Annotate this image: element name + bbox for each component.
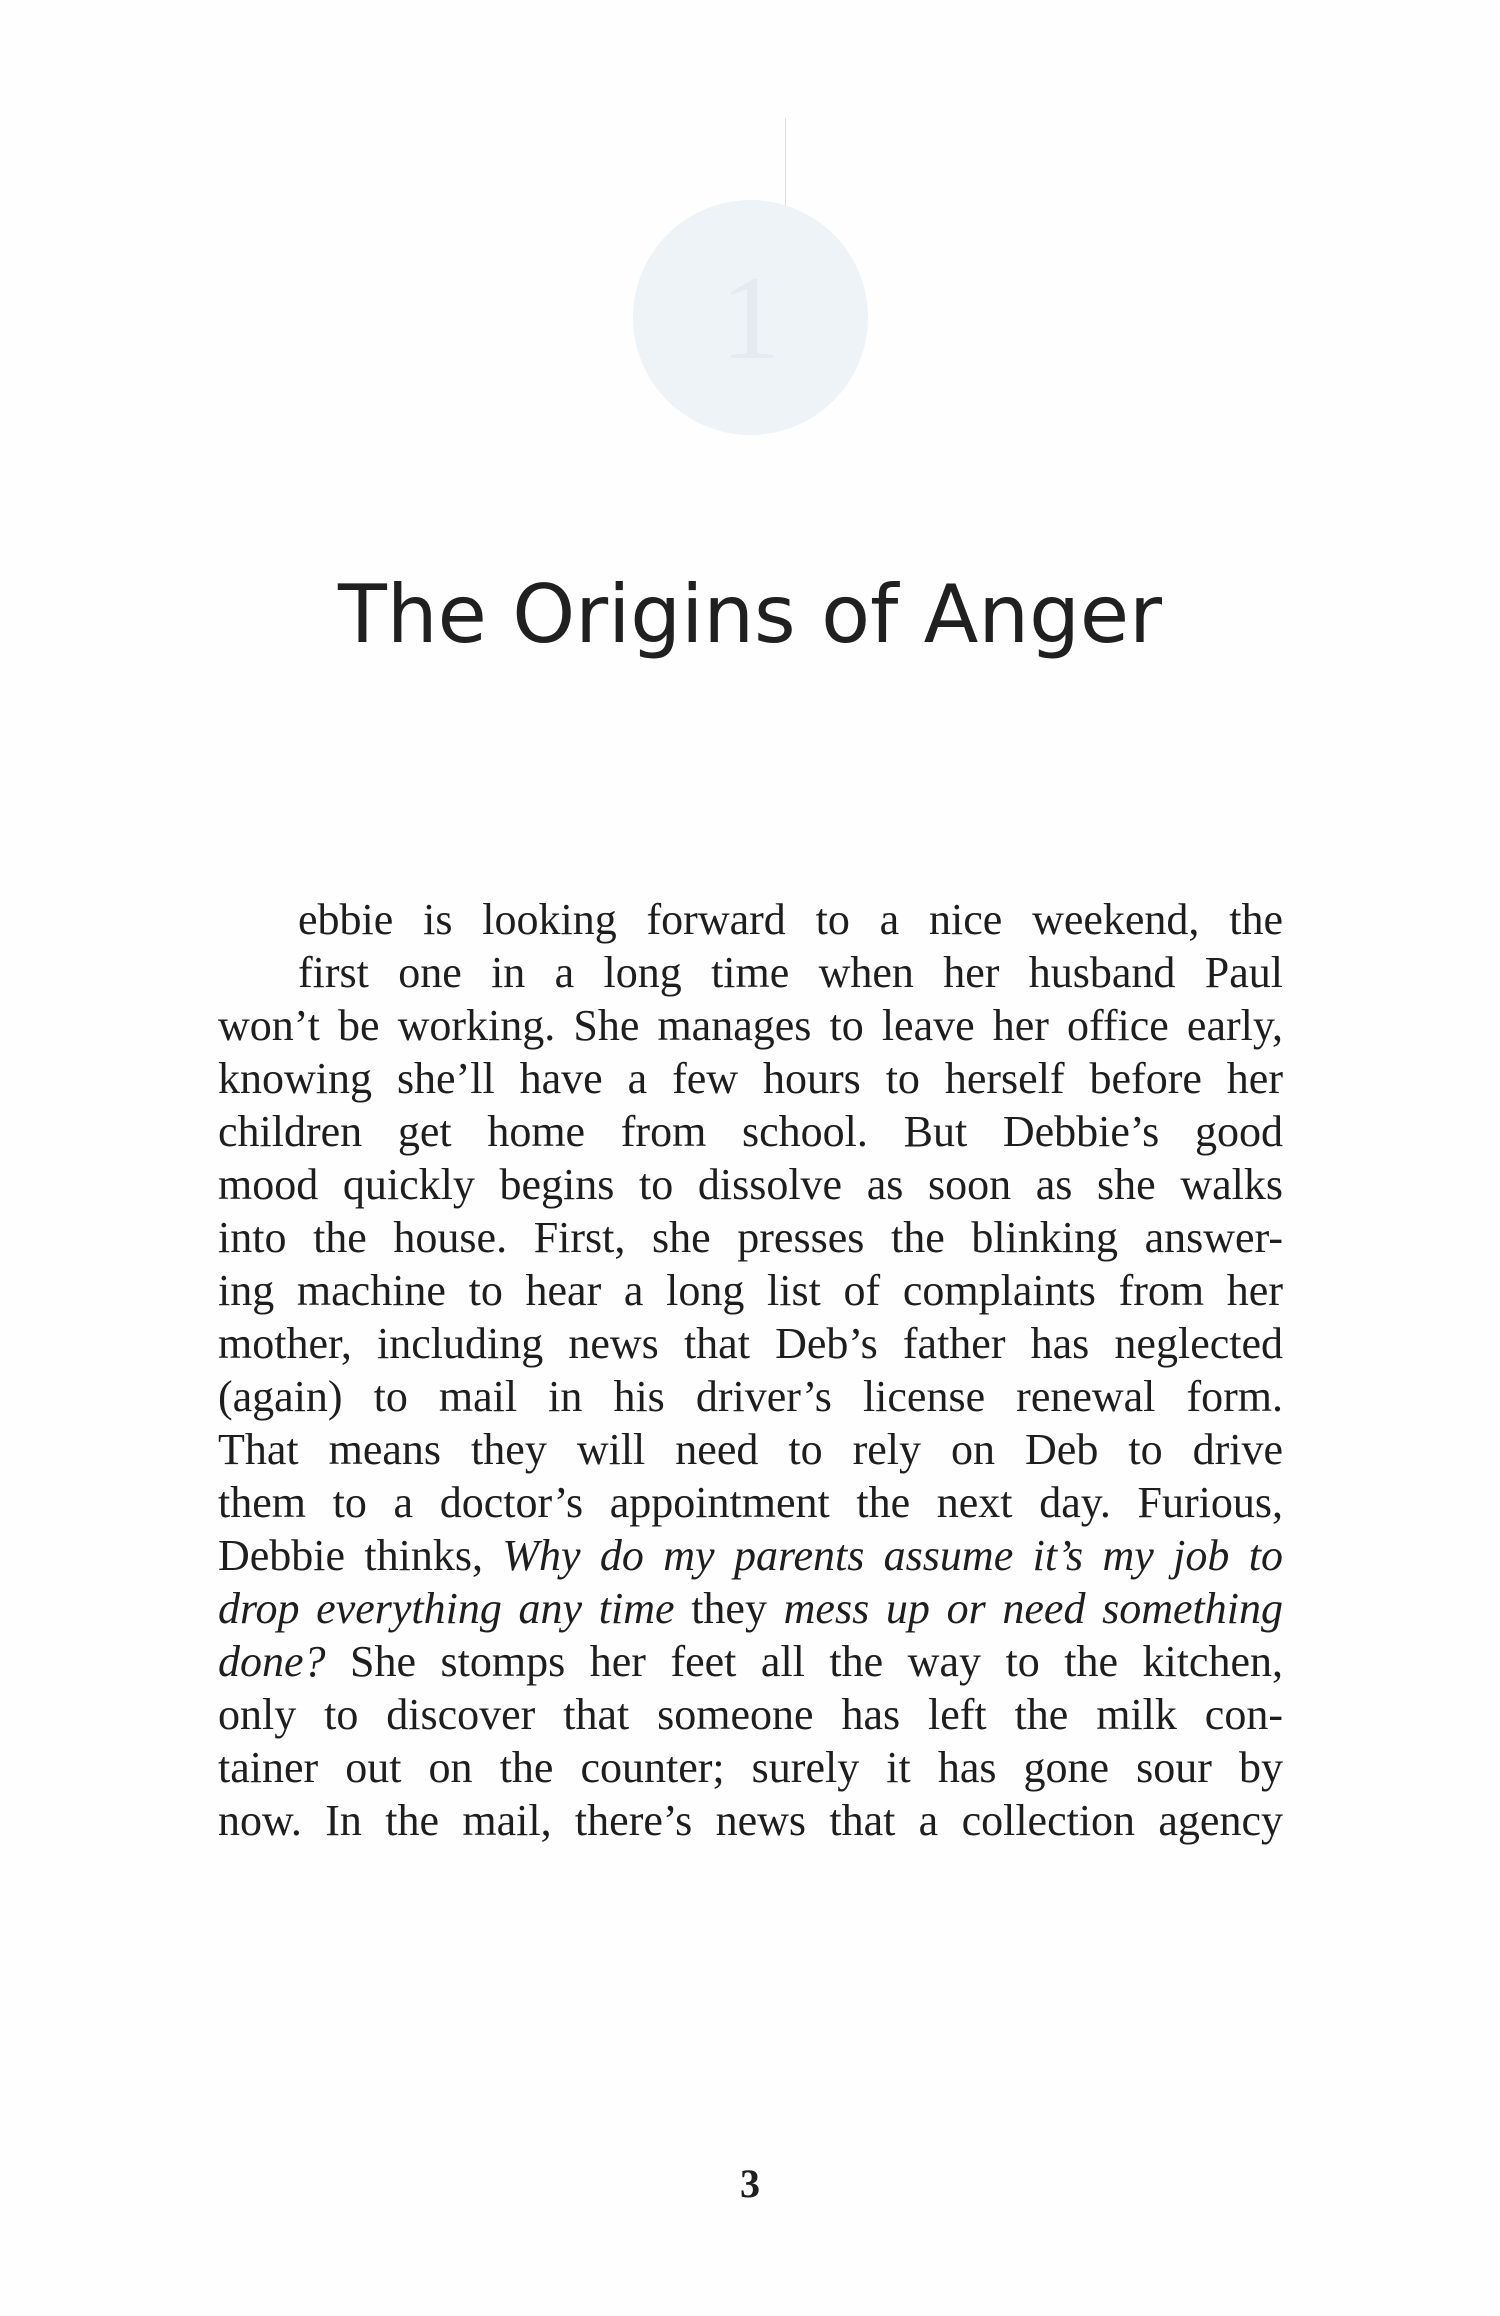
- chapter-title: The Origins of Anger: [338, 568, 1162, 661]
- body-line: knowing she’ll have a few hours to herself before her: [218, 1054, 1283, 1103]
- body-line-thought: [218, 1582, 1283, 1635]
- body-line: That means they will need to rely on Deb to drive: [218, 1425, 1283, 1474]
- body-line: children get home from school. But Debbie’s good: [218, 1107, 1283, 1156]
- thought-italic: done?: [218, 1637, 326, 1686]
- body-line-thought: [218, 1529, 1283, 1582]
- body-line: (again) to mail in his driver’s license renewal form.: [218, 1372, 1283, 1421]
- thought-roman: they: [691, 1584, 767, 1633]
- page-number: 3: [740, 2161, 760, 2206]
- body-line: won’t be working. She manages to leave her office early,: [218, 1001, 1283, 1050]
- chapter-ornament-line: [785, 118, 786, 208]
- body-paragraph: [218, 893, 1283, 1847]
- body-line: ebbie is looking forward to a nice weekend, the: [298, 895, 1283, 944]
- body-line-thought: [218, 1635, 1283, 1688]
- body-line: mother, including news that Deb’s father has neglected: [218, 1319, 1283, 1368]
- thought-italic: drop everything any time: [218, 1584, 675, 1633]
- chapter-number: 1: [720, 251, 781, 384]
- body-line: mood quickly begins to dissolve as soon as she walks: [218, 1160, 1283, 1209]
- thought-italic: Why do my parents assume it’s my job to: [502, 1531, 1283, 1580]
- body-line: them to a doctor’s appointment the next day. Furious,: [218, 1478, 1283, 1527]
- thought-italic: mess up or need something: [783, 1584, 1284, 1633]
- thought-intro: Debbie thinks,: [218, 1531, 483, 1580]
- body-line: ing machine to hear a long list of complaints from her: [218, 1266, 1283, 1315]
- body-line: into the house. First, she presses the blinking answer-: [218, 1213, 1283, 1262]
- body-line: only to discover that someone has left the milk con-: [218, 1690, 1283, 1739]
- body-line: first one in a long time when her husband Paul: [298, 948, 1283, 997]
- thought-roman: She stomps her feet all the way to the kitchen,: [350, 1637, 1283, 1686]
- body-line: tainer out on the counter; surely it has gone sour by: [218, 1743, 1283, 1792]
- body-line: now. In the mail, there’s news that a collection agency: [218, 1796, 1283, 1845]
